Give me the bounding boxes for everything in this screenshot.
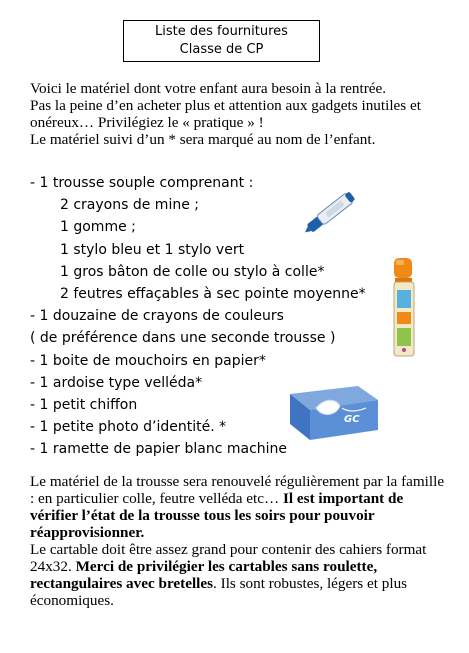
title-line2: Classe de CP [179,42,264,57]
outro-p2-normal: Le cartable doit être assez grand pour contenir des cahiers format 24x32. [30,541,427,575]
list-item: - 1 douzaine de crayons de couleurs [30,308,284,325]
outro-text [30,473,450,609]
list-item: - 1 ardoise type velléda* [30,374,203,391]
glue-icon [386,256,422,360]
list-item: - 1 ramette de papier blanc machine [30,441,288,458]
outro-p2-end: . Ils sont robustes, légers et plus économiques. [30,575,408,609]
list-item: 1 gomme ; [60,219,136,236]
tissue-brand: GC [344,414,360,425]
outro-p2 [30,541,450,609]
title-line1: Liste des fournitures [155,24,288,39]
outro-p1-bold: Il est important de vérifier l’état de la trousse tous les soirs pour pouvoir réapprovisionner. [30,490,404,541]
intro-p1: Voici le matériel dont votre enfant aura besoin à la rentrée. [30,80,387,97]
tissue-box-icon [286,372,382,444]
list-item: 2 feutres effaçables à sec pointe moyenne* [60,286,366,303]
title-box [123,20,320,62]
list-item: - 1 boite de mouchoirs en papier* [30,352,266,369]
list-item: 2 crayons de mine ; [60,197,199,214]
list-item: 1 gros bâton de colle ou stylo à colle* [60,263,325,280]
intro-p2: Pas la peine d’en acheter plus et attention aux gadgets inutiles et onéreux… Privilégiez le « pratique » ! [30,97,421,131]
marker-icon [300,182,362,242]
intro-p3: Le matériel suivi d’un * sera marqué au nom de l’enfant. [30,131,376,148]
list-item: ( de préférence dans une seconde trousse ) [30,330,336,347]
outro-p2-bold: Merci de privilégier les cartables sans roulette, rectangulaires avec bretelles [30,558,378,592]
list-item: - 1 petit chiffon [30,397,138,414]
list-item: - 1 petite photo d’identité. * [30,419,227,436]
list-item: - 1 trousse souple comprenant : [30,175,254,191]
list-item: 1 stylo bleu et 1 stylo vert [60,241,245,258]
intro-text [30,80,460,148]
outro-p1 [30,473,450,541]
outro-p1-normal: Le matériel de la trousse sera renouvelé régulièrement par la famille : en particulier colle, feutre velléda etc… [30,473,445,507]
